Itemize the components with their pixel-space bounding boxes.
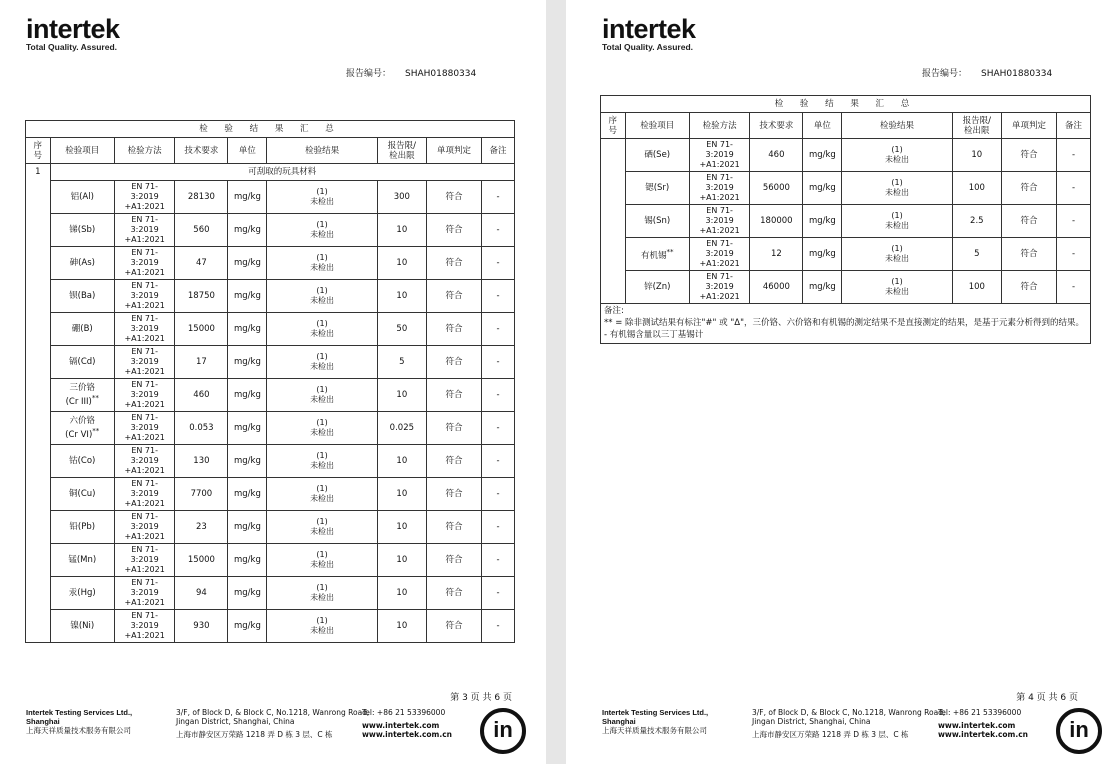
intertek-circle-logo-icon: in [1056, 708, 1102, 754]
results-table-page-3 [25, 120, 515, 643]
remark-cell: - [482, 412, 515, 445]
table-row [26, 346, 515, 379]
result-cell: (1) 未检出 [267, 214, 377, 247]
verdict-cell: 符合 [426, 214, 481, 247]
requirement-cell: 17 [175, 346, 228, 379]
footer-web-1[interactable]: www.intertek.com [938, 721, 1016, 730]
method-cell: EN 71- 3:2019 +A1:2021 [114, 379, 174, 412]
result-cell: (1) 未检出 [267, 181, 377, 214]
result-cell: (1) 未检出 [267, 346, 377, 379]
limit-cell: 100 [952, 172, 1001, 205]
unit-cell: mg/kg [803, 139, 842, 172]
table-header-row [26, 138, 515, 164]
requirement-cell: 930 [175, 610, 228, 643]
unit-cell: mg/kg [228, 577, 267, 610]
result-cell: (1) 未检出 [267, 445, 377, 478]
verdict-cell: 符合 [426, 478, 481, 511]
method-cell: EN 71- 3:2019 +A1:2021 [114, 511, 174, 544]
result-cell: (1) 未检出 [267, 412, 377, 445]
method-cell: EN 71- 3:2019 +A1:2021 [689, 205, 749, 238]
report-page-4 [566, 0, 1112, 764]
method-cell: EN 71- 3:2019 +A1:2021 [114, 313, 174, 346]
verdict-cell: 符合 [426, 379, 481, 412]
limit-cell: 50 [377, 313, 426, 346]
result-cell: (1) 未检出 [267, 280, 377, 313]
verdict-cell: 符合 [1001, 271, 1056, 304]
item-cell: 六价铬 (Cr VI)** [50, 412, 114, 445]
page-number: 第 4 页 共 6 页 [1016, 693, 1078, 703]
remark-cell: - [482, 445, 515, 478]
requirement-cell: 130 [175, 445, 228, 478]
unit-cell: mg/kg [228, 214, 267, 247]
section-number: 1 [26, 164, 51, 643]
method-cell: EN 71- 3:2019 +A1:2021 [114, 577, 174, 610]
remark-cell: - [482, 379, 515, 412]
item-cell: 钴(Co) [50, 445, 114, 478]
header-seq: 序 号 [601, 113, 626, 139]
method-cell: EN 71- 3:2019 +A1:2021 [689, 172, 749, 205]
requirement-cell: 15000 [175, 544, 228, 577]
verdict-cell: 符合 [426, 511, 481, 544]
section-title: 可刮取的玩具材料 [50, 164, 514, 181]
header-seq: 序 号 [26, 138, 51, 164]
header-limit: 报告限/ 检出限 [952, 113, 1001, 139]
verdict-cell: 符合 [426, 247, 481, 280]
requirement-cell: 7700 [175, 478, 228, 511]
result-cell: (1) 未检出 [267, 511, 377, 544]
requirement-cell: 180000 [750, 205, 803, 238]
result-cell: (1) 未检出 [842, 238, 952, 271]
limit-cell: 10 [377, 280, 426, 313]
requirement-cell: 15000 [175, 313, 228, 346]
result-cell: (1) 未检出 [842, 271, 952, 304]
remark-cell: - [482, 478, 515, 511]
report-number [346, 66, 476, 79]
method-cell: EN 71- 3:2019 +A1:2021 [114, 445, 174, 478]
table-row [26, 445, 515, 478]
report-page-3 [0, 0, 546, 764]
requirement-cell: 28130 [175, 181, 228, 214]
unit-cell: mg/kg [803, 238, 842, 271]
header-method: 检验方法 [114, 138, 174, 164]
verdict-cell: 符合 [426, 313, 481, 346]
footer-address-en: 3/F, of Block D, & Block C, No.1218, Wanrong Road, Jingan District, Shanghai, China [752, 708, 946, 726]
item-cell: 有机锡** [625, 238, 689, 271]
verdict-cell: 符合 [1001, 172, 1056, 205]
footer-address-cn: 上海市静安区万荣路 1218 弄 D 栋 3 层、C 栋 [752, 730, 909, 739]
method-cell: EN 71- 3:2019 +A1:2021 [114, 478, 174, 511]
remark-cell: - [1057, 139, 1091, 172]
limit-cell: 10 [377, 511, 426, 544]
report-number-value: SHAH01880334 [981, 69, 1053, 79]
requirement-cell: 560 [175, 214, 228, 247]
note-line: - 有机锡含量以三丁基锡计 [604, 330, 704, 340]
table-title: 检 验 结 果 汇 总 [601, 96, 1091, 113]
table-row [26, 412, 515, 445]
result-cell: (1) 未检出 [842, 205, 952, 238]
header-result: 检验结果 [842, 113, 952, 139]
limit-cell: 10 [377, 610, 426, 643]
limit-cell: 0.025 [377, 412, 426, 445]
item-cell: 硒(Se) [625, 139, 689, 172]
requirement-cell: 460 [175, 379, 228, 412]
result-cell: (1) 未检出 [267, 610, 377, 643]
method-cell: EN 71- 3:2019 +A1:2021 [114, 247, 174, 280]
method-cell: EN 71- 3:2019 +A1:2021 [689, 238, 749, 271]
result-cell: (1) 未检出 [267, 379, 377, 412]
footer-web-2[interactable]: www.intertek.com.cn [938, 730, 1028, 739]
result-cell: (1) 未检出 [267, 313, 377, 346]
requirement-cell: 12 [750, 238, 803, 271]
footer-address-en: 3/F, of Block D, & Block C, No.1218, Wanrong Road, Jingan District, Shanghai, China [176, 708, 370, 726]
remark-cell: - [1057, 205, 1091, 238]
results-table-page-4 [600, 95, 1091, 304]
requirement-cell: 23 [175, 511, 228, 544]
header-limit: 报告限/ 检出限 [377, 138, 426, 164]
header-unit: 单位 [803, 113, 842, 139]
intertek-circle-logo-icon: in [480, 708, 526, 754]
header-requirement: 技术要求 [750, 113, 803, 139]
method-cell: EN 71- 3:2019 +A1:2021 [689, 139, 749, 172]
limit-cell: 10 [377, 379, 426, 412]
unit-cell: mg/kg [228, 313, 267, 346]
requirement-cell: 0.053 [175, 412, 228, 445]
note-line: ** = 除非测试结果有标注"#" 或 "Δ"，三价铬、六价铬和有机锡的测定结果不是直接测定的结果，是基于元素分析得到的结果。 [604, 318, 1085, 328]
table-row [601, 172, 1091, 205]
table-row [26, 610, 515, 643]
table-row [26, 214, 515, 247]
header-verdict: 单项判定 [426, 138, 481, 164]
header-method: 检验方法 [689, 113, 749, 139]
unit-cell: mg/kg [228, 379, 267, 412]
verdict-cell: 符合 [426, 610, 481, 643]
remark-cell: - [482, 346, 515, 379]
table-row [26, 247, 515, 280]
result-cell: (1) 未检出 [267, 247, 377, 280]
page-number: 第 3 页 共 6 页 [450, 693, 512, 703]
item-cell: 三价铬 (Cr III)** [50, 379, 114, 412]
footer-company-en: Intertek Testing Services Ltd., Shanghai [602, 708, 709, 726]
requirement-cell: 47 [175, 247, 228, 280]
requirement-cell: 18750 [175, 280, 228, 313]
page-footer [26, 708, 526, 758]
item-cell: 镍(Ni) [50, 610, 114, 643]
item-cell: 锰(Mn) [50, 544, 114, 577]
item-cell: 汞(Hg) [50, 577, 114, 610]
method-cell: EN 71- 3:2019 +A1:2021 [114, 214, 174, 247]
item-cell: 钡(Ba) [50, 280, 114, 313]
result-cell: (1) 未检出 [267, 478, 377, 511]
verdict-cell: 符合 [1001, 205, 1056, 238]
method-cell: EN 71- 3:2019 +A1:2021 [114, 346, 174, 379]
table-row [601, 271, 1091, 304]
item-cell: 硼(B) [50, 313, 114, 346]
verdict-cell: 符合 [426, 346, 481, 379]
method-cell: EN 71- 3:2019 +A1:2021 [114, 412, 174, 445]
unit-cell: mg/kg [228, 247, 267, 280]
table-row [601, 205, 1091, 238]
method-cell: EN 71- 3:2019 +A1:2021 [689, 271, 749, 304]
logo-wordmark: intertek [602, 14, 696, 44]
header-result: 检验结果 [267, 138, 377, 164]
limit-cell: 300 [377, 181, 426, 214]
intertek-logo [26, 14, 120, 52]
unit-cell: mg/kg [228, 346, 267, 379]
remark-cell: - [482, 577, 515, 610]
header-remark: 备注 [1057, 113, 1091, 139]
unit-cell: mg/kg [228, 445, 267, 478]
verdict-cell: 符合 [426, 445, 481, 478]
table-row [26, 181, 515, 214]
method-cell: EN 71- 3:2019 +A1:2021 [114, 610, 174, 643]
result-cell: (1) 未检出 [842, 139, 952, 172]
footer-tel: Tel: +86 21 53396000 [362, 708, 446, 717]
requirement-cell: 94 [175, 577, 228, 610]
unit-cell: mg/kg [228, 610, 267, 643]
limit-cell: 2.5 [952, 205, 1001, 238]
requirement-cell: 56000 [750, 172, 803, 205]
result-cell: (1) 未检出 [842, 172, 952, 205]
verdict-cell: 符合 [426, 544, 481, 577]
unit-cell: mg/kg [803, 172, 842, 205]
limit-cell: 10 [377, 247, 426, 280]
item-cell: 砷(As) [50, 247, 114, 280]
remark-cell: - [482, 544, 515, 577]
item-cell: 锌(Zn) [625, 271, 689, 304]
result-cell: (1) 未检出 [267, 544, 377, 577]
verdict-cell: 符合 [1001, 139, 1056, 172]
table-row [26, 313, 515, 346]
item-cell: 镉(Cd) [50, 346, 114, 379]
remark-cell: - [482, 181, 515, 214]
remark-cell: - [482, 247, 515, 280]
footer-address-cn: 上海市静安区万荣路 1218 弄 D 栋 3 层、C 栋 [176, 730, 333, 739]
limit-cell: 100 [952, 271, 1001, 304]
method-cell: EN 71- 3:2019 +A1:2021 [114, 280, 174, 313]
report-number [922, 66, 1052, 79]
remark-cell: - [482, 214, 515, 247]
limit-cell: 10 [377, 577, 426, 610]
limit-cell: 10 [377, 478, 426, 511]
limit-cell: 10 [377, 544, 426, 577]
requirement-cell: 46000 [750, 271, 803, 304]
unit-cell: mg/kg [803, 205, 842, 238]
logo-tagline: Total Quality. Assured. [26, 42, 117, 52]
limit-cell: 10 [377, 214, 426, 247]
table-row [26, 511, 515, 544]
verdict-cell: 符合 [426, 577, 481, 610]
intertek-logo [602, 14, 696, 52]
remark-cell: - [1057, 172, 1091, 205]
item-cell: 铜(Cu) [50, 478, 114, 511]
result-cell: (1) 未检出 [267, 577, 377, 610]
item-cell: 锑(Sb) [50, 214, 114, 247]
item-cell: 铅(Pb) [50, 511, 114, 544]
limit-cell: 10 [377, 445, 426, 478]
footer-company-cn: 上海天祥质量技术服务有限公司 [602, 726, 707, 735]
method-cell: EN 71- 3:2019 +A1:2021 [114, 544, 174, 577]
header-remark: 备注 [482, 138, 515, 164]
header-requirement: 技术要求 [175, 138, 228, 164]
table-row [26, 280, 515, 313]
verdict-cell: 符合 [426, 412, 481, 445]
seq-cell [601, 139, 626, 304]
unit-cell: mg/kg [228, 181, 267, 214]
table-header-row [601, 113, 1091, 139]
report-number-label: 报告编号： [346, 69, 392, 79]
requirement-cell: 460 [750, 139, 803, 172]
header-unit: 单位 [228, 138, 267, 164]
verdict-cell: 符合 [1001, 238, 1056, 271]
limit-cell: 5 [952, 238, 1001, 271]
footer-web-1[interactable]: www.intertek.com [362, 721, 440, 730]
page-footer [602, 708, 1102, 758]
item-cell: 锡(Sn) [625, 205, 689, 238]
footer-tel: Tel: +86 21 53396000 [938, 708, 1022, 717]
table-row [601, 238, 1091, 271]
method-cell: EN 71- 3:2019 +A1:2021 [114, 181, 174, 214]
report-number-value: SHAH01880334 [405, 69, 477, 79]
table-row [26, 379, 515, 412]
unit-cell: mg/kg [228, 478, 267, 511]
footer-company-cn: 上海天祥质量技术服务有限公司 [26, 726, 131, 735]
table-row [26, 577, 515, 610]
remark-cell: - [482, 511, 515, 544]
note-line: 备注: [604, 306, 624, 316]
section-row [26, 164, 515, 181]
table-notes [600, 304, 1091, 344]
unit-cell: mg/kg [803, 271, 842, 304]
item-cell: 锶(Sr) [625, 172, 689, 205]
unit-cell: mg/kg [228, 280, 267, 313]
remark-cell: - [1057, 271, 1091, 304]
header-item: 检验项目 [50, 138, 114, 164]
table-row [601, 139, 1091, 172]
unit-cell: mg/kg [228, 544, 267, 577]
logo-tagline: Total Quality. Assured. [602, 42, 693, 52]
unit-cell: mg/kg [228, 511, 267, 544]
logo-wordmark: intertek [26, 14, 120, 44]
table-row [26, 544, 515, 577]
header-verdict: 单项判定 [1001, 113, 1056, 139]
report-number-label: 报告编号： [922, 69, 968, 79]
limit-cell: 5 [377, 346, 426, 379]
remark-cell: - [482, 280, 515, 313]
item-cell: 铝(Al) [50, 181, 114, 214]
remark-cell: - [1057, 238, 1091, 271]
table-row [26, 478, 515, 511]
remark-cell: - [482, 313, 515, 346]
table-title: 检 验 结 果 汇 总 [26, 121, 515, 138]
limit-cell: 10 [952, 139, 1001, 172]
unit-cell: mg/kg [228, 412, 267, 445]
verdict-cell: 符合 [426, 181, 481, 214]
remark-cell: - [482, 610, 515, 643]
header-item: 检验项目 [625, 113, 689, 139]
footer-company-en: Intertek Testing Services Ltd., Shanghai [26, 708, 133, 726]
verdict-cell: 符合 [426, 280, 481, 313]
footer-web-2[interactable]: www.intertek.com.cn [362, 730, 452, 739]
